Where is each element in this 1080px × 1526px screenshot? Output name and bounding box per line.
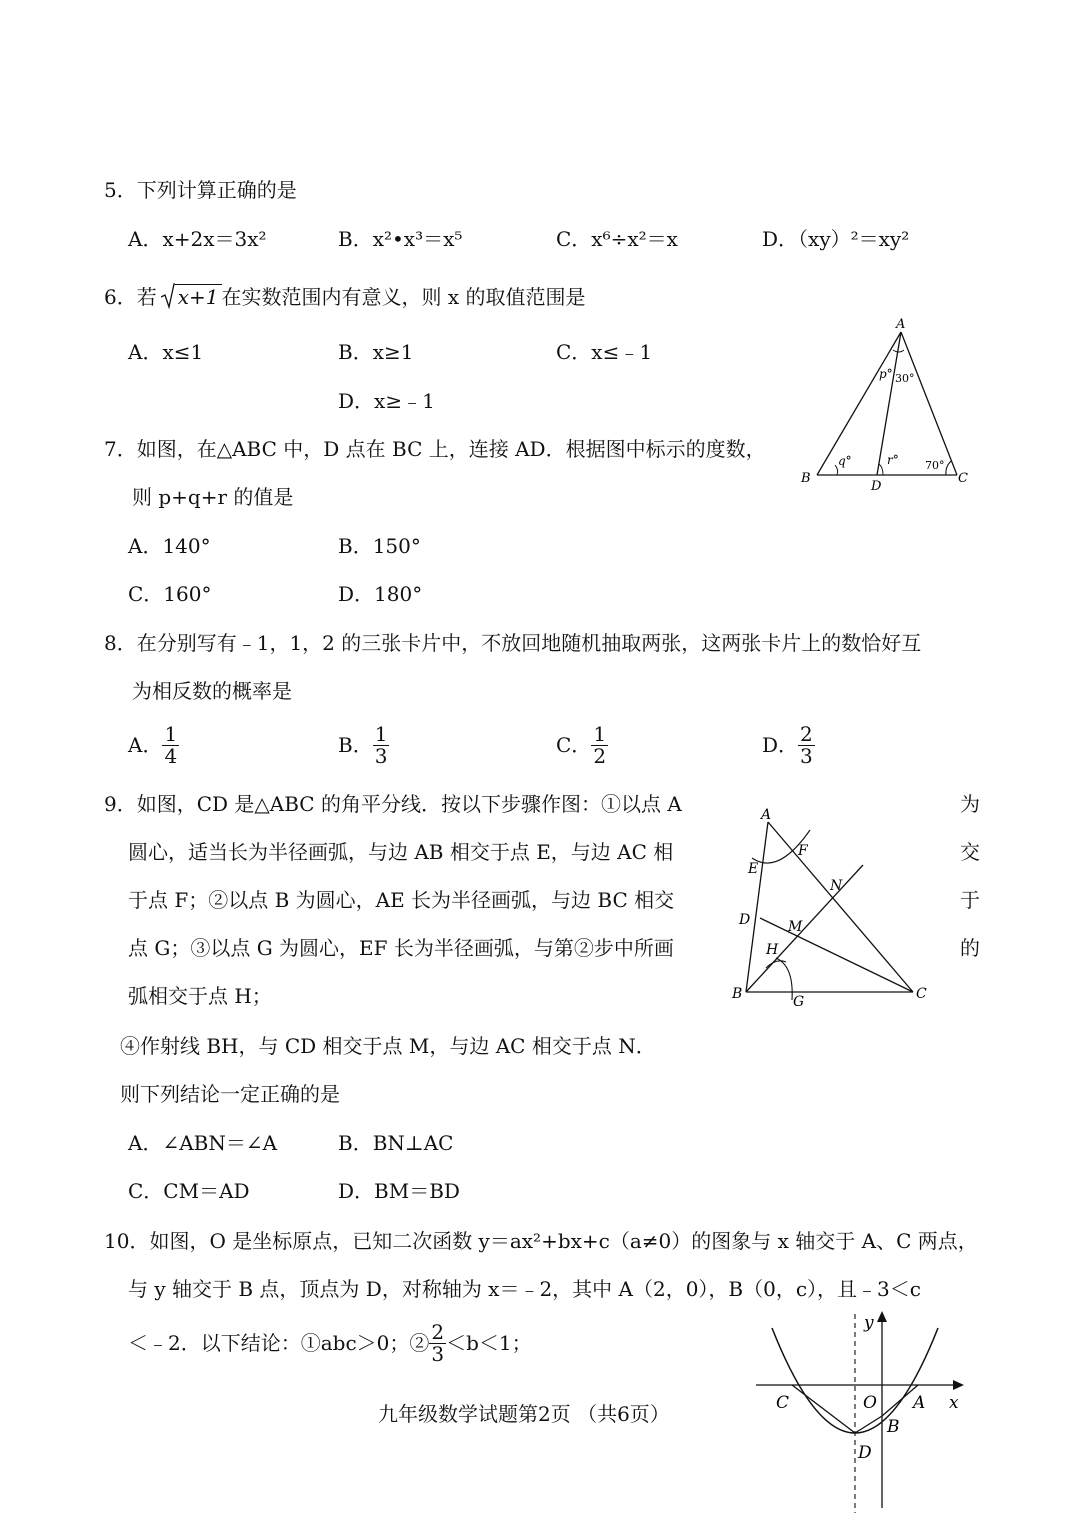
angle-30: 30°	[895, 372, 915, 385]
option-label: A．	[128, 733, 163, 757]
q9-line-1: 9．如图，CD 是△ABC 的角平分线．按以下步骤作图：①以点 A	[104, 792, 682, 816]
q10-line-3	[128, 1322, 532, 1365]
q5-option-a: A．x+2x＝3x²	[128, 227, 267, 251]
q8-option-c	[556, 724, 608, 767]
label-d: D	[739, 912, 751, 928]
q10-line-1: 10．如图，O 是坐标原点，已知二次函数 y＝ax²+bx+c（a≠0）的图象与 x 轴交于 A、C 两点，	[104, 1229, 978, 1253]
angle-q: q°	[838, 454, 852, 468]
q6-radicand: x+1	[175, 284, 222, 309]
q9-option-a: A．∠ABN＝∠A	[128, 1131, 278, 1155]
angle-p: p°	[879, 367, 893, 381]
q9-line-3: 于点 F；②以点 B 为圆心，AE 长为半径画弧，与边 BC 相交	[128, 888, 675, 912]
label-a: A	[913, 1393, 926, 1413]
q9-line-3-end: 于	[960, 888, 980, 912]
label-o: O	[863, 1393, 877, 1413]
q8-option-b	[338, 724, 389, 767]
q7-triangle-figure	[795, 312, 985, 492]
q10-line-3-part-b: ＜b＜1；	[446, 1331, 532, 1355]
denominator: 3	[800, 744, 813, 768]
q6-number: 6．若	[104, 285, 157, 309]
q8-line-1: 8．在分别写有﹣1，1，2 的三张卡片中，不放回地随机抽取两张，这两张卡片上的数恰好互	[104, 631, 922, 655]
q8-line-2: 为相反数的概率是	[132, 679, 292, 703]
q9-construction-figure	[730, 800, 935, 1012]
option-label: C．	[556, 733, 592, 757]
q7-line-1: 7．如图，在△ABC 中，D 点在 BC 上，连接 AD．根据图中标示的度数，	[104, 437, 766, 461]
fraction	[798, 724, 815, 767]
q5-option-c: C．x⁶÷x²＝x	[556, 227, 678, 251]
q9-line-6: ④作射线 BH，与 CD 相交于点 M，与边 AC 相交于点 N．	[120, 1034, 656, 1058]
q9-line-7: 则下列结论一定正确的是	[120, 1082, 340, 1106]
denominator: 3	[374, 744, 388, 768]
q9-option-d: D．BM＝BD	[338, 1179, 460, 1203]
q10-parabola-figure	[750, 1308, 970, 1518]
angle-r: r°	[887, 453, 899, 467]
q7-option-a: A．140°	[128, 534, 211, 558]
q10-line-3-part-a: ＜﹣2．以下结论：①abc＞0；②	[128, 1331, 430, 1355]
q9-line-4-end: 的	[960, 936, 980, 960]
label-m: M	[788, 919, 803, 935]
label-b: B	[801, 471, 811, 486]
q9-line-4: 点 G；③以点 G 为圆心，EF 长为半径画弧，与第②步中所画	[128, 936, 674, 960]
fraction	[429, 1322, 446, 1365]
label-c: C	[776, 1393, 790, 1413]
numerator: 1	[374, 722, 388, 746]
q7-line-2: 则 p+q+r 的值是	[132, 485, 294, 509]
numerator: 2	[431, 1320, 445, 1344]
q7-option-b: B．150°	[338, 534, 421, 558]
label-c: C	[958, 471, 968, 486]
label-b: B	[732, 986, 743, 1002]
q6-stem	[104, 287, 586, 307]
page-footer: 九年级数学试题第2页 （共6页）	[378, 1402, 670, 1426]
q6-option-c: C．x≤﹣1	[556, 340, 653, 364]
q6-option-d: D．x≥﹣1	[338, 389, 435, 413]
q9-option-b: B．BN⊥AC	[338, 1131, 454, 1155]
q5-option-b: B．x²•x³＝x⁵	[338, 227, 463, 251]
q9-line-5: 弧相交于点 H；	[128, 984, 272, 1008]
denominator: 3	[431, 1342, 445, 1366]
label-d: D	[871, 479, 882, 492]
q8-option-d	[762, 724, 815, 767]
option-label: B．	[338, 733, 373, 757]
fraction	[373, 724, 390, 767]
q9-line-2-end: 交	[960, 840, 980, 864]
label-h: H	[766, 942, 779, 958]
q10-line-2: 与 y 轴交于 B 点，顶点为 D，对称轴为 x＝﹣2，其中 A（2，0），B（0，c），且﹣3＜c	[128, 1277, 921, 1301]
q9-option-c: C．CM＝AD	[128, 1179, 250, 1203]
fraction	[162, 724, 179, 767]
numerator: 1	[164, 722, 178, 746]
label-c: C	[916, 986, 927, 1002]
label-d: D	[858, 1443, 872, 1463]
q5-option-d: D．（xy）²＝xy²	[762, 227, 910, 251]
axis-y-label: y	[864, 1313, 874, 1333]
q6-option-b: B．x≥1	[338, 340, 414, 364]
q7-option-c: C．160°	[128, 582, 212, 606]
angle-70: 70°	[925, 459, 945, 472]
q7-option-d: D．180°	[338, 582, 423, 606]
label-n: N	[830, 878, 843, 894]
label-a: A	[896, 317, 906, 332]
axis-x-label: x	[949, 1393, 959, 1413]
option-label: D．	[762, 733, 799, 757]
denominator: 4	[164, 744, 178, 768]
numerator: 2	[800, 722, 813, 746]
numerator: 1	[593, 722, 607, 746]
q6-rest: 在实数范围内有意义，则 x 的取值范围是	[221, 285, 586, 309]
q8-option-a	[128, 724, 179, 767]
q5-stem: 5．下列计算正确的是	[104, 178, 297, 202]
sqrt-symbol	[161, 287, 222, 307]
label-f: F	[798, 843, 808, 859]
q6-option-a: A．x≤1	[128, 340, 204, 364]
label-e: E	[748, 861, 759, 877]
denominator: 2	[593, 744, 607, 768]
label-b: B	[887, 1417, 900, 1437]
label-g: G	[793, 994, 805, 1010]
q9-line-2: 圆心，适当长为半径画弧，与边 AB 相交于点 E，与边 AC 相	[128, 840, 674, 864]
label-a: A	[761, 807, 772, 823]
fraction	[591, 724, 608, 767]
q9-line-1-end: 为	[960, 792, 980, 816]
